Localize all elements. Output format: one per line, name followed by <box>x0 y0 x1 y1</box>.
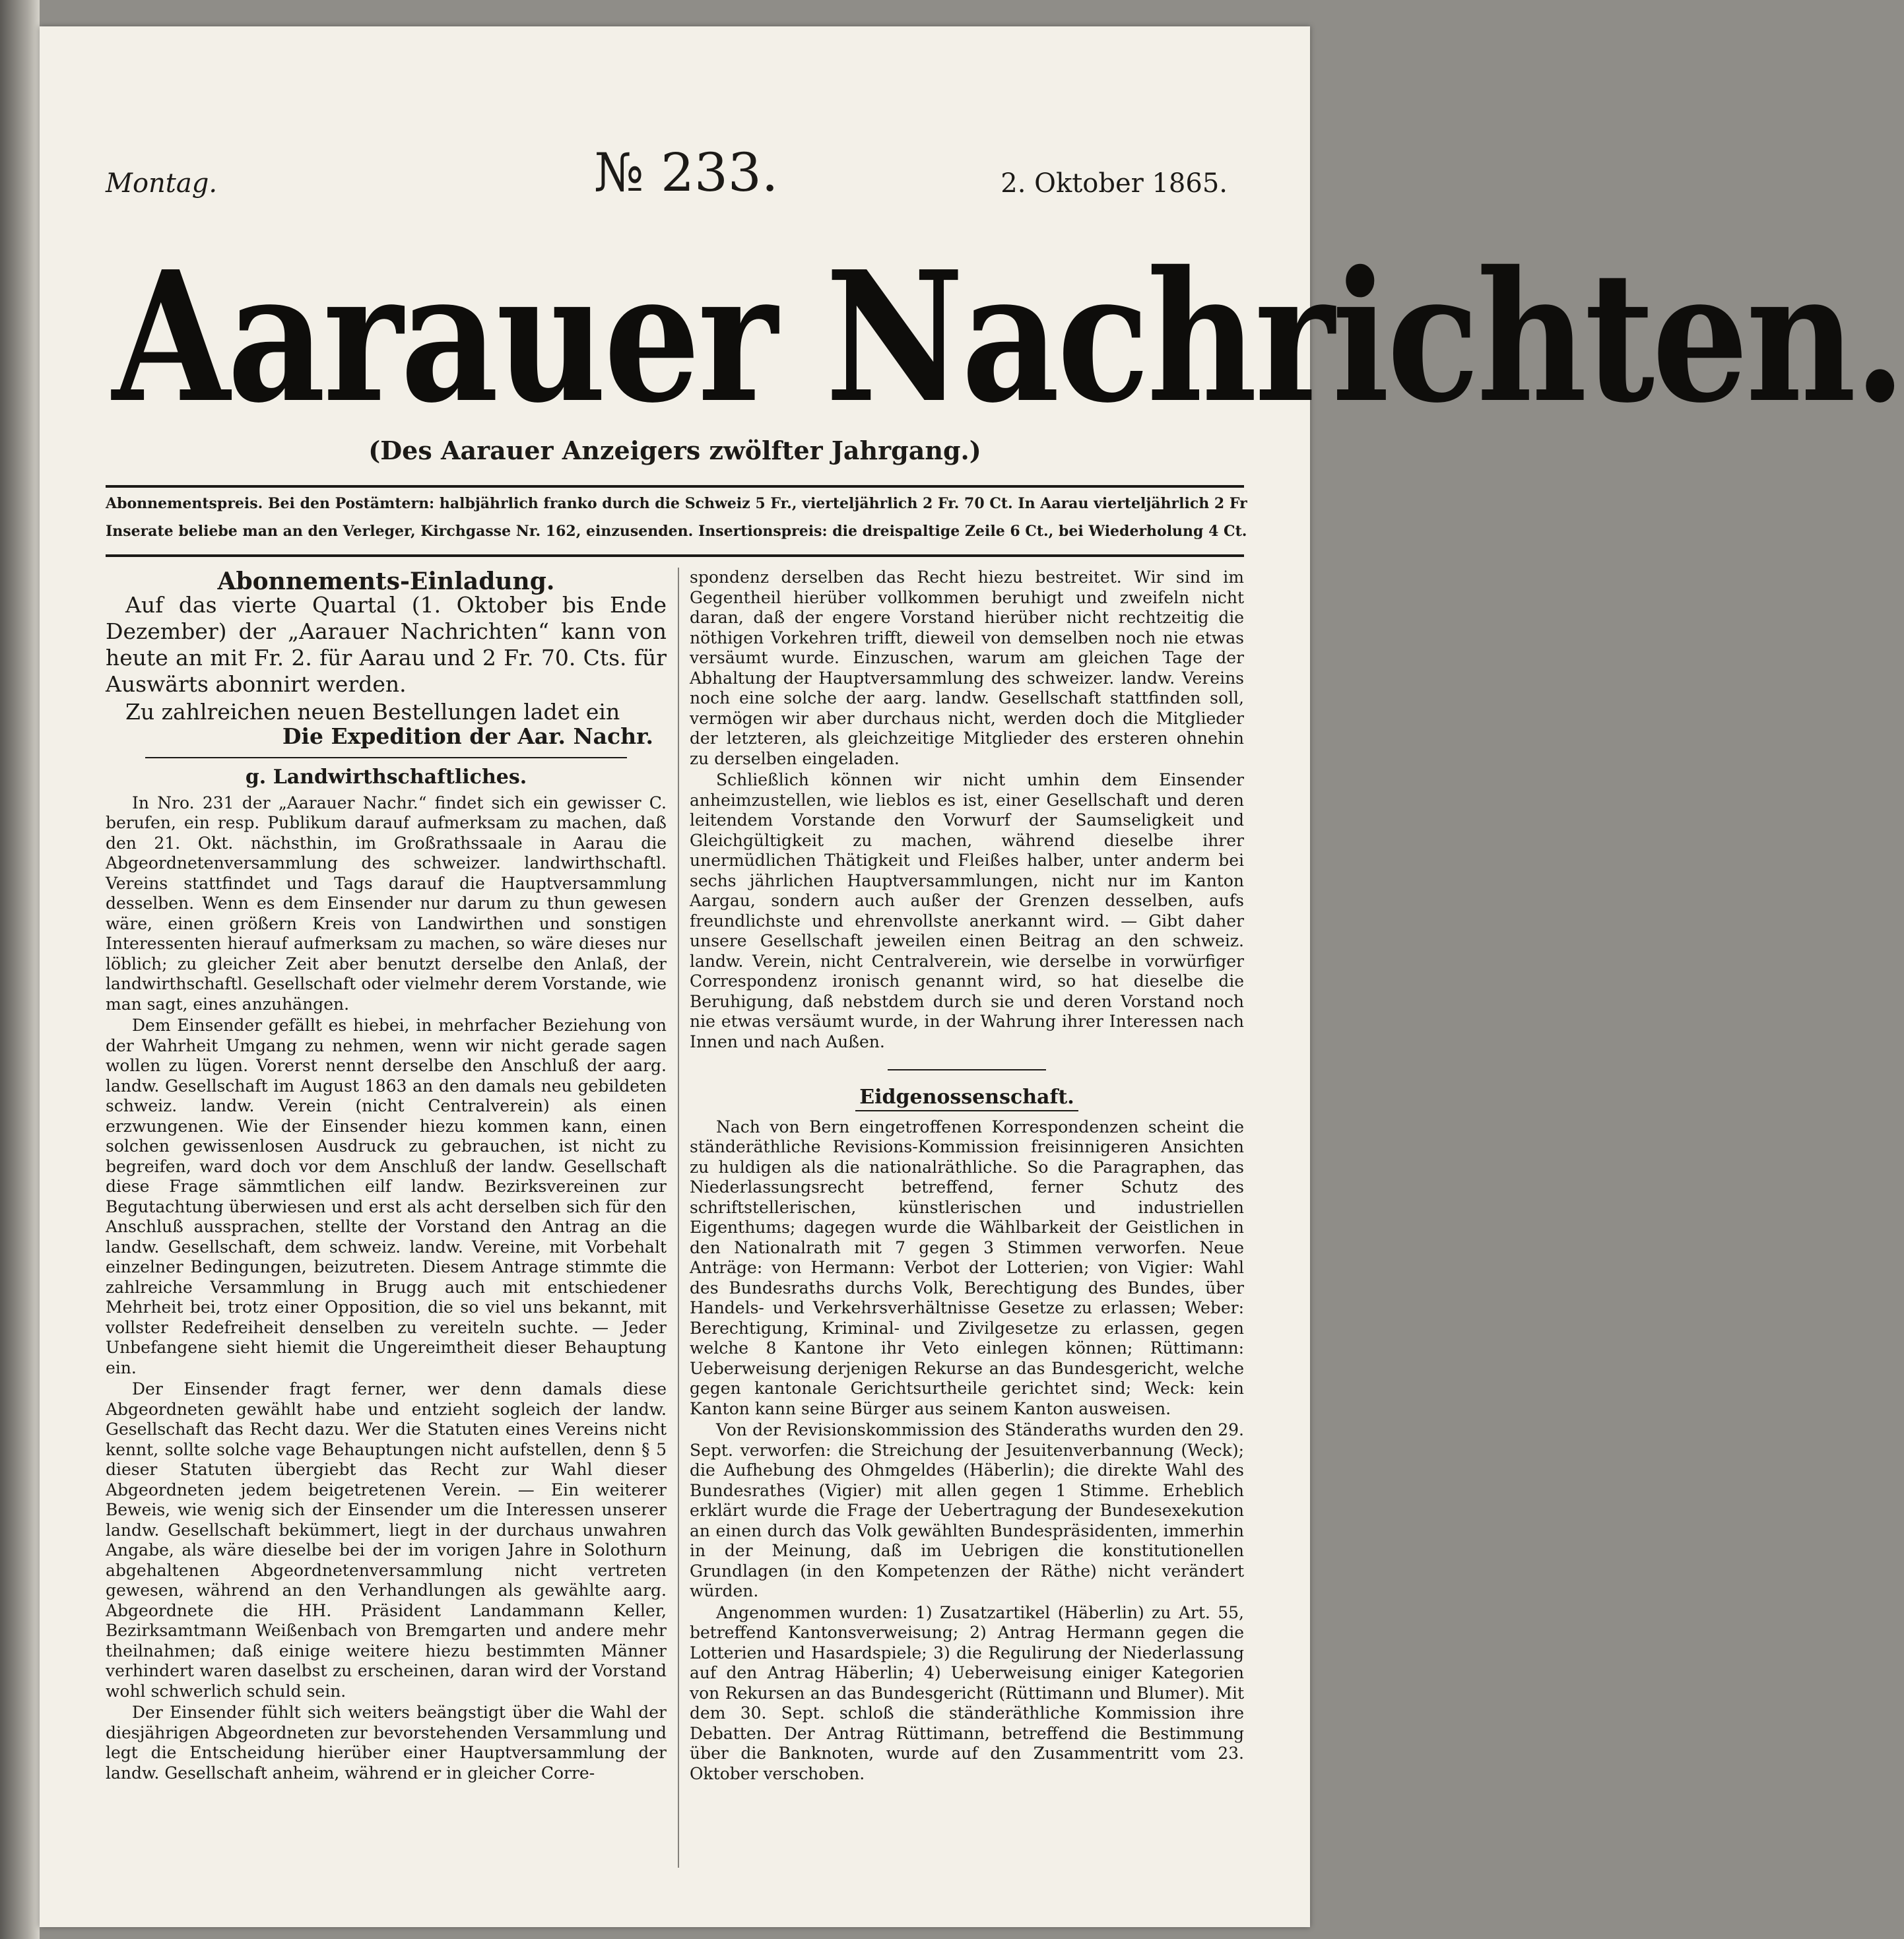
issue-date: 2. Oktober 1865. <box>1001 168 1228 199</box>
article-paragraph: Der Einsender fühlt sich weiters beängstigt über die Wahl der diesjährigen Abgeordneten zur bevorstehenden Versammlung und legt die Entscheidung hierüber einer Hauptversammlung der landw. Gesellschaft anheim, während er in gleicher Corre- <box>106 1703 667 1783</box>
section-divider <box>145 757 627 758</box>
section-divider <box>888 1069 1046 1070</box>
invite-title: Abonnements-Einladung. <box>217 568 555 595</box>
invite-text: Auf das vierte Quartal (1. Oktober bis Ende Dezember) der „Aarauer Nachrichten“ kann von heute an mit Fr. 2. für Aarau und 2 Fr. 70. Cts. für Auswärts abonnirt werden. <box>106 591 667 697</box>
masthead-meta <box>106 142 1228 201</box>
left-column <box>106 568 667 1874</box>
issue-day: Montag. <box>106 168 218 199</box>
header-rule-top <box>106 485 1244 488</box>
article-paragraph: In Nro. 231 der „Aarauer Nachr.“ findet sich ein gewisser C. berufen, ein resp. Publikum darauf aufmerksam zu machen, daß den 21. Okt. nächsthin, im Großrathssaale in Aarau die Abgeordnetenversammlung des schweizer. landwirthschaftl. Vereins stattfindet und Tags darauf die Hauptversammlung desselben. Wenn es dem Einsender nur darum zu thun gewesen wäre, einen größern Kreis von Landwirthen und sonstigen Interessenten hierauf aufmerksam zu machen, so wäre dieses nur löblich; zu gleicher Zeit aber benutzt derselbe den Anlaß, der landwirthschaftl. Gesellschaft oder vielmehr derem Vorstande, wie man sagt, eines anzuhängen. <box>106 793 667 1014</box>
section-title-confederation <box>690 1088 1244 1108</box>
right-column <box>690 568 1244 1874</box>
invite-text-2: Zu zahlreichen neuen Bestellungen ladet ein <box>125 698 620 725</box>
section-title-text: Eidgenossenschaft. <box>855 1086 1078 1111</box>
article-paragraph: Schließlich können wir nicht umhin dem Einsender anheimzustellen, wie lieblos es ist, einer Gesellschaft und deren leitendem Vorstande den Vorwurf der Saumseligkeit und Gleichgültigkeit zu machen, während dieselbe ihrer unermüdlichen Thätigkeit und Fleißes halber, unter anderm bei sechs jährlichen Hauptversammlungen, nicht nur im Kanton Aargau, sondern auch außer der Grenzen desselben, aufs freundlichste und ehrenvollste anerkannt wird. — Gibt daher unsere Gesellschaft jeweilen einen Beitrag an den schweiz. landw. Verein, nicht Centralverein, wie derselbe in vorwürfiger Correspondenz ironisch genannt wird, so hat dieselbe die Beruhigung, daß nebstdem durch sie und deren Vorstand noch nie etwas versäumt wurde, in der Wahrung ihrer Interessen nach Innen und nach Außen. <box>690 770 1244 1051</box>
newspaper-page <box>40 26 1904 1927</box>
article-paragraph: Nach von Bern eingetroffenen Korrespondenzen scheint die ständeräthliche Revisions-Kommission freisinnigeren Ansichten zu huldigen als die nationalräthliche. So die Paragraphen, das Niederlassungsrecht betreffend, ferner Schutz des schriftstellerischen, künstlerischen und industriellen Eigenthums; dagegen wurde die Wählbarkeit der Geistlichen in den Nationalrath mit 7 gegen 3 Stimmen verworfen. Neue Anträge: von Hermann: Verbot der Lotterien; von Vigier: Wahl des Bundesraths durchs Volk, Berechtigung des Bundes, über Handels- und Verkehrsverhältnisse Gesetze zu erlassen; Weber: Berechtigung, Kriminal- und Zivilgesetze zu erlassen, gegen welche 8 Kantone ihr Veto einlegen können; Rüttimann: Ueberweisung derjenigen Rekurse an das Bundesgericht, welche gegen kantonale Gerichtsurtheile gerichtet sind; Weck: kein Kanton kann seine Bürger aus seinem Kanton ausweisen. <box>690 1117 1244 1418</box>
advert-info: Inserate beliebe man an den Verleger, Kirchgasse Nr. 162, einzusenden. Insertionspreis: die dreispaltige Zeile 6 Ct., bei Wiederholung 4 Ct. <box>106 523 1247 540</box>
subscription-info: Abonnementspreis. Bei den Postämtern: halbjährlich franko durch die Schweiz 5 Fr., vierteljährlich 2 Fr. 70 Ct. In Aarau vierteljährlich 2 Fr <box>106 495 1247 512</box>
header-rule-bottom <box>106 554 1244 557</box>
article-paragraph: Angenommen wurden: 1) Zusatzartikel (Häberlin) zu Art. 55, betreffend Kantonsverweisung; 2) Antrag Hermann gegen die Lotterien und Hasardspiele; 3) die Regulirung der Niederlassung auf den Antrag Häberlin; 4) Ueberweisung einiger Kategorien von Rekursen an das Bundesgericht (Rüttimann und Blumer). Mit dem 30. Sept. schloß die ständeräthliche Kommission ihre Debatten. Der Antrag Rüttimann, betreffend die Bestimmung über die Banknoten, wurde auf den Zusammentritt vom 23. Oktober verschoben. <box>690 1602 1244 1783</box>
article-paragraph: Der Einsender fragt ferner, wer denn damals diese Abgeordneten gewählt habe und entzieht sogleich der landw. Gesellschaft das Recht dazu. Wer die Statuten eines Vereins nicht kennt, sollte solche vage Behauptungen nicht aufstellen, denn § 5 dieser Statuten übergiebt das Recht zur Wahl dieser Abgeordneten jedem beigetretenen Verein. — Ein weiterer Beweis, wie wenig sich der Einsender um die Interessen unserer landw. Gesellschaft bekümmert, liegt in der durchaus unwahren Angabe, als wäre dieselbe bei der im vorigen Jahre in Solothurn abgehaltenen Abgeordnetenversammlung nicht vertreten gewesen, während an den Verhandlungen als gewählte aarg. Abgeordnete die HH. Präsident Landammann Keller, Bezirksamtmann Weißenbach von Bremgarten und andere mehr theilnahmen; daß einige weitere hiezu bestimmten Männer verhindert waren daselbst zu erscheinen, daran wird der Vorstand wohl schwerlich schuld sein. <box>106 1379 667 1701</box>
newspaper-title: Aarauer Nachrichten. <box>112 232 1904 443</box>
newspaper-subtitle: (Des Aarauer Anzeigers zwölfter Jahrgang.) <box>368 436 981 465</box>
section-title-agriculture: g. Landwirthschaftliches. <box>245 766 527 789</box>
book-binding <box>0 0 40 1939</box>
invite-box <box>106 592 667 725</box>
invite-signature: Die Expedition der Aar. Nachr. <box>282 723 653 749</box>
column-divider <box>678 568 679 1868</box>
article-paragraph: spondenz derselben das Recht hiezu bestreitet. Wir sind im Gegentheil hierüber vollkommen beruhigt und zweifeln nicht daran, daß der engere Vorstand hierüber nicht rechtzeitig die nöthigen Vorkehren trifft, dieweil von demselben noch nie etwas versäumt wurde. Einzuschen, warum am gleichen Tage der Abhaltung der Hauptversammlung des schweizer. landw. Vereins noch eine solche der aarg. landw. Gesellschaft stattfinden soll, vermögen wir aber durchaus nicht, werden doch die Mitglieder der letzteren, als gleichzeitige Mitglieder des ersteren ohnehin zu derselben eingeladen. <box>690 568 1244 768</box>
article-paragraph: Dem Einsender gefällt es hiebei, in mehrfacher Beziehung von der Wahrheit Umgang zu nehmen, wenn wir nicht gerade sagen wollen zu lügen. Vorerst nennt derselbe den Anschluß der aarg. landw. Gesellschaft im August 1863 an den damals neu gebildeten schweiz. landw. Verein (nicht Centralverein) als einen erzwungenen. Wie der Einsender hiezu kommen kann, einen solchen gewissenlosen Ausdruck zu gebrauchen, ist nicht zu begreifen, ward doch vor dem Anschluß der landw. Gesellschaft diese Frage sämmtlichen eilf landw. Bezirksvereinen zur Begutachtung überwiesen und erst als acht derselben sich für den Anschluß aussprachen, stellte der Vorstand den Antrag an die landw. Gesellschaft, dem schweiz. landw. Vereine, mit Vorbehalt einzelner Bedingungen, beizutreten. Diesem Antrage stimmte die zahlreiche Versammlung in Brugg auch mit entschiedener Mehrheit bei, trotz einer Opposition, die so viel uns bekannt, mit vollster Redefreiheit denselben zu vereiteln suchte. — Jeder Unbefangene sieht hiemit die Ungereimtheit dieser Behauptung ein. <box>106 1016 667 1377</box>
issue-number: № 233. <box>594 142 779 203</box>
article-paragraph: Von der Revisionskommission des Ständeraths wurden den 29. Sept. verworfen: die Streichung der Jesuitenverbannung (Weck); die Aufhebung des Ohmgeldes (Häberlin); die direkte Wahl des Bundesrathes (Vigier) mit allen gegen 1 Stimme. Erheblich erklärt wurde die Frage der Uebertragung der Bundesexekution an einen durch das Volk gewählten Bundespräsidenten, immerhin in der Meinung, daß im Uebrigen die konstitutionellen Grundlagen (in den Kompetenzen der Räthe) nicht verändert würden. <box>690 1420 1244 1600</box>
